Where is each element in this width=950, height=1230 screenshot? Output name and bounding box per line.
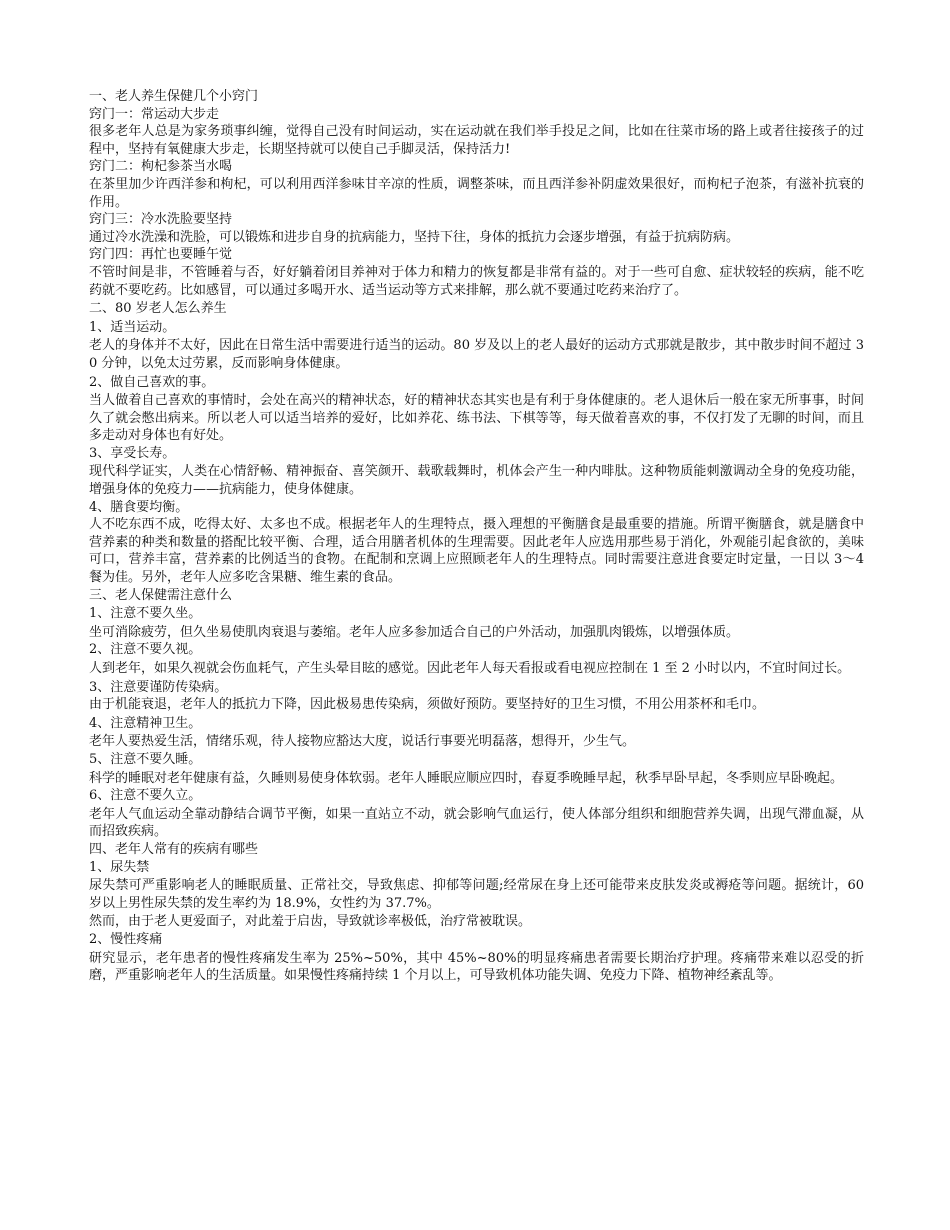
paragraph: 老人的身体并不太好，因此在日常生活中需要进行适当的运动。80 岁及以上的老人最好的运动方式那就是散步，其中散步时间不超过 30 分钟，以免太过劳累，反而影响身体健康。 — [89, 338, 864, 371]
item-heading: 1、注意不要久坐。 — [89, 606, 202, 622]
paragraph: 现代科学证实，人类在心情舒畅、精神振奋、喜笑颜开、载歌载舞时，机体会产生一种内啡肽。这种物质能刺激调动全身的免疫功能，增强身体的免疫力——抗病能力，使身体健康。 — [89, 464, 864, 498]
item-heading: 2、慢性疼痛 — [89, 931, 163, 947]
item-heading: 2、做自己喜欢的事。 — [89, 374, 215, 390]
item-heading: 1、适当运动。 — [89, 319, 176, 335]
paragraph: 在茶里加少许西洋参和枸杞，可以利用西洋参味甘辛凉的性质，调整茶味，而且西洋参补阴虚效果很好，而枸杞子泡茶，有滋补抗衰的作用。 — [89, 176, 864, 210]
paragraph: 当人做着自己喜欢的事情时，会处在高兴的精神状态，好的精神状态其实也是有利于身体健康的。老人退休后一般在家无所事事，时间久了就会憋出病来。所以老人可以适当培养的爱好，比如养花、练书法、下棋等等，每天做着喜欢的事，不仅打发了无聊的时间，而且多走动对身体也有好处。 — [89, 393, 864, 444]
item-heading: 4、膳食要均衡。 — [89, 499, 189, 515]
paragraph: 由于机能衰退，老年人的抵抗力下降，因此极易患传染病，须做好预防。要坚持好的卫生习惯，不用公用茶杯和毛巾。 — [89, 697, 766, 713]
item-heading: 4、注意精神卫生。 — [89, 715, 202, 731]
paragraph: 很多老年人总是为家务琐事纠缠，觉得自己没有时间运动，实在运动就在我们举手投足之间，比如在往菜市场的路上或者往接孩子的过程中，坚持有氧健康大步走，长期坚持就可以使自己手脚灵活，保持活力! — [89, 124, 864, 157]
paragraph: 研究显示，老年患者的慢性疼痛发生率为 25%~50%，其中 45%~80%的明显疼痛患者需要长期治疗护理。疼痛带来难以忍受的折磨，严重影响老年人的生活质量。如果慢性疼痛持续 1 个月以上，可导致机体功能失调、免疫力下降、植物神经紊乱等。 — [89, 950, 864, 984]
document-body — [89, 88, 864, 985]
tip-heading-4: 窍门四：再忙也要睡午觉 — [89, 247, 233, 263]
paragraph: 不管时间是非，不管睡着与否，好好躺着闭目养神对于体力和精力的恢复都是非常有益的。对于一些可自愈、症状较轻的疾病，能不吃药就不要吃药。比如感冒，可以通过多喝开水、适当运动等方式来排解，那么就不要通过吃药来治疗了。 — [89, 264, 864, 298]
paragraph: 老年人气血运动全靠动静结合调节平衡，如果一直站立不动，就会影响气血运行，使人体部分组织和细胞营养失调，出现气滞血凝，从而招致疾病。 — [89, 806, 864, 840]
paragraph: 老年人要热爱生活，情绪乐观，待人接物应豁达大度，说话行事要光明磊落，想得开，少生气。 — [89, 734, 636, 750]
paragraph: 科学的睡眠对老年健康有益，久睡则易使身体软弱。老年人睡眠应顺应四时，春夏季晚睡早起，秋季早卧早起，冬季则应早卧晚起。 — [89, 770, 844, 786]
paragraph: 通过冷水洗澡和洗脸，可以锻炼和进步自身的抗病能力，坚持下往，身体的抵抗力会逐步增强，有益于抗病防病。 — [89, 229, 740, 245]
item-heading: 5、注意不要久睡。 — [89, 751, 202, 767]
tip-heading-2: 窍门二：枸杞参茶当水喝 — [89, 159, 233, 175]
paragraph: 人到老年，如果久视就会伤血耗气，产生头晕目眩的感觉。因此老年人每天看报或看电视应控制在 1 至 2 小时以内，不宜时间过长。 — [89, 661, 851, 676]
paragraph: 坐可消除疲劳，但久坐易使肌肉衰退与萎缩。老年人应多参加适合自己的户外活动，加强肌肉锻炼，以增强体质。 — [89, 624, 740, 640]
section-heading-2: 二、80 岁老人怎么养生 — [89, 301, 227, 317]
item-heading: 6、注意不要久立。 — [89, 788, 202, 804]
item-heading: 3、享受长寿。 — [89, 445, 176, 461]
section-heading-1: 一、老人养生保健几个小窍门 — [89, 89, 259, 104]
paragraph: 然而，由于老人更爱面子，对此羞于启齿，导致就诊率极低，治疗常被耽误。 — [89, 914, 532, 930]
item-heading: 3、注意要谨防传染病。 — [89, 679, 228, 695]
tip-heading-1: 窍门一：常运动大步走 — [89, 106, 220, 122]
tip-heading-3: 窍门三：冷水洗脸要坚持 — [89, 212, 233, 228]
item-heading: 2、注意不要久视。 — [89, 642, 202, 658]
section-heading-4: 四、老年人常有的疾病有哪些 — [89, 841, 259, 857]
section-heading-3: 三、老人保健需注意什么 — [89, 587, 233, 603]
paragraph: 尿失禁可严重影响老人的睡眠质量、正常社交，导致焦虑、抑郁等问题;经常尿在身上还可能带来皮肤发炎或褥疮等问题。据统计，60 岁以上男性尿失禁的发生率约为 18.9%，女性约为 37.7%。 — [89, 878, 864, 911]
paragraph: 人不吃东西不成，吃得太好、太多也不成。根据老年人的生理特点，摄入理想的平衡膳食是最重要的措施。所谓平衡膳食，就是膳食中营养素的种类和数量的搭配比较平衡、合理，适合用膳者机体的生理需要。因此老年人应选用那些易于消化，外观能引起食欲的，美味可口，营养丰富，营养素的比例适当的食物。在配制和烹调上应照顾老年人的生理特点。同时需要注意进食要定时定量，一日以 3～4 餐为佳。另外，老年人应多吃含果糖、维生素的食品。 — [89, 517, 864, 586]
item-heading: 1、尿失禁 — [89, 859, 150, 875]
